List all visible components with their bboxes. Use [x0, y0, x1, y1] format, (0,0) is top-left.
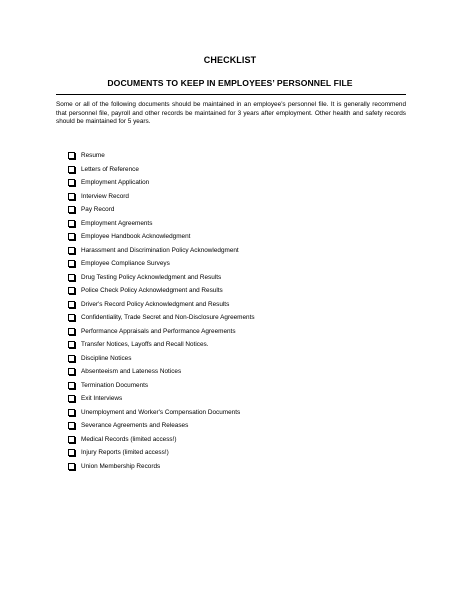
checkbox-icon[interactable]	[68, 382, 75, 389]
checklist-item-label: Interview Record	[81, 192, 129, 200]
document-checklist	[68, 149, 255, 473]
checklist-item	[68, 392, 255, 406]
checkbox-icon[interactable]	[68, 436, 75, 443]
checklist-item	[68, 379, 255, 393]
checkbox-icon[interactable]	[68, 355, 75, 362]
checkbox-icon[interactable]	[68, 409, 75, 416]
checkbox-icon[interactable]	[68, 274, 75, 281]
checkbox-icon[interactable]	[68, 260, 75, 267]
checklist-item	[68, 338, 255, 352]
checklist-item-label: Performance Appraisals and Performance Agreements	[81, 327, 236, 335]
checkbox-icon[interactable]	[68, 341, 75, 348]
checklist-item	[68, 446, 255, 460]
checkbox-icon[interactable]	[68, 152, 75, 159]
checklist-item	[68, 419, 255, 433]
checklist-item-label: Employment Application	[81, 179, 150, 187]
checklist-item-label: Transfer Notices, Layoffs and Recall Notices.	[81, 341, 209, 349]
checkbox-icon[interactable]	[68, 206, 75, 213]
checklist-item-label: Employee Handbook Acknowledgment	[81, 233, 191, 241]
checklist-item	[68, 190, 255, 204]
checklist-item	[68, 163, 255, 177]
checklist-item-label: Confidentiality, Trade Secret and Non-Disclosure Agreements	[81, 314, 255, 322]
checklist-item	[68, 149, 255, 163]
checklist-item	[68, 460, 255, 474]
checkbox-icon[interactable]	[68, 193, 75, 200]
checkbox-icon[interactable]	[68, 368, 75, 375]
title-divider	[56, 94, 406, 95]
checklist-item-label: Termination Documents	[81, 381, 149, 389]
checklist-item	[68, 271, 255, 285]
checklist-item	[68, 352, 255, 366]
document-subtitle: DOCUMENTS TO KEEP IN EMPLOYEES’ PERSONNEL FILE	[107, 78, 353, 88]
checklist-item	[68, 176, 255, 190]
checkbox-icon[interactable]	[68, 422, 75, 429]
checklist-item-label: Unemployment and Worker's Compensation Documents	[81, 408, 241, 416]
checklist-item-label: Injury Reports (limited access!)	[81, 449, 169, 457]
checkbox-icon[interactable]	[68, 395, 75, 402]
checklist-item	[68, 298, 255, 312]
checklist-item	[68, 325, 255, 339]
checklist-item-label: Letters of Reference	[81, 165, 139, 173]
checklist-item	[68, 311, 255, 325]
checkbox-icon[interactable]	[68, 247, 75, 254]
checklist-item-label: Resume	[81, 152, 105, 160]
document-title: CHECKLIST	[203, 55, 257, 65]
checklist-item-label: Driver's Record Policy Acknowledgment and Results	[81, 300, 230, 308]
checkbox-icon[interactable]	[68, 179, 75, 186]
checkbox-icon[interactable]	[68, 449, 75, 456]
checklist-item-label: Exit Interviews	[81, 395, 123, 403]
checkbox-icon[interactable]	[68, 301, 75, 308]
checklist-item	[68, 203, 255, 217]
checklist-item	[68, 284, 255, 298]
checklist-item-label: Drug Testing Policy Acknowledgment and Results	[81, 273, 222, 281]
checklist-item-label: Medical Records (limited access!)	[81, 435, 177, 443]
checklist-item-label: Absenteeism and Lateness Notices	[81, 368, 182, 376]
checklist-item-label: Harassment and Discrimination Policy Acknowledgment	[81, 246, 239, 254]
checklist-item-label: Severance Agreements and Releases	[81, 422, 189, 430]
checklist-item-label: Pay Record	[81, 206, 115, 214]
checklist-item-label: Police Check Policy Acknowledgment and Results	[81, 287, 223, 295]
intro-paragraph: Some or all of the following documents should be maintained in an employee’s personnel file. It is generally recommend that personnel file, payroll and other records be maintained for 3 years after employment. Other health and safety records should be maintained for 5 years.	[56, 101, 406, 126]
checkbox-icon[interactable]	[68, 233, 75, 240]
checklist-item	[68, 406, 255, 420]
checkbox-icon[interactable]	[68, 314, 75, 321]
checklist-item-label: Discipline Notices	[81, 354, 132, 362]
checkbox-icon[interactable]	[68, 166, 75, 173]
checklist-item	[68, 365, 255, 379]
checkbox-icon[interactable]	[68, 328, 75, 335]
checklist-item	[68, 217, 255, 231]
checklist-item-label: Employee Compliance Surveys	[81, 260, 170, 268]
checklist-item	[68, 230, 255, 244]
checkbox-icon[interactable]	[68, 220, 75, 227]
checklist-item-label: Union Membership Records	[81, 462, 161, 470]
checklist-item	[68, 244, 255, 258]
checkbox-icon[interactable]	[68, 287, 75, 294]
checklist-item-label: Employment Agreements	[81, 219, 153, 227]
checklist-item	[68, 433, 255, 447]
checklist-item	[68, 257, 255, 271]
checkbox-icon[interactable]	[68, 463, 75, 470]
